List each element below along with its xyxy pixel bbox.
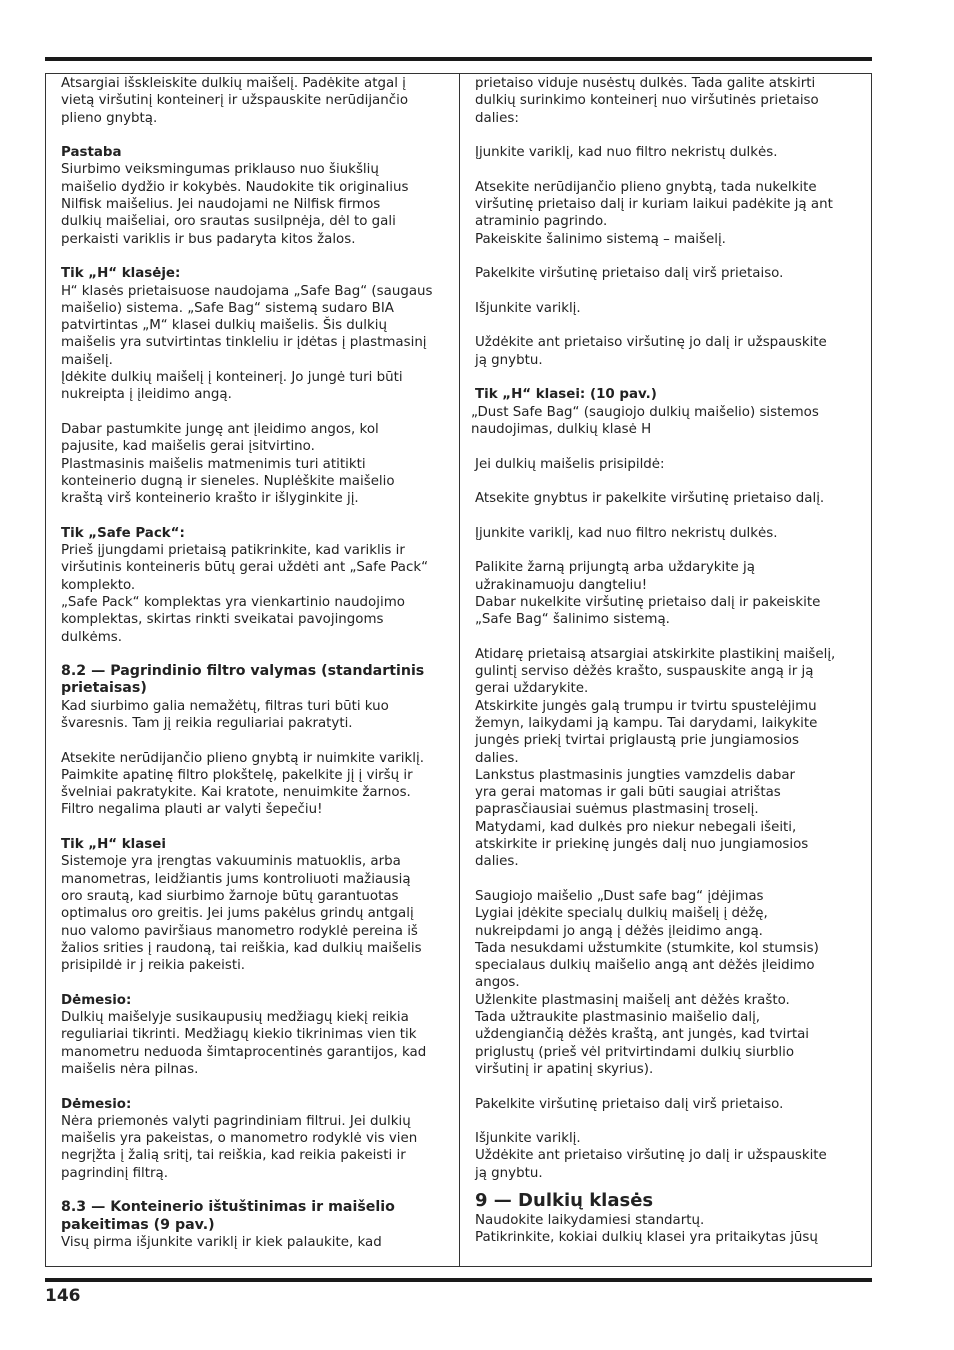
right-paragraph-1: prietaiso viduje nusėstų dulkės. Tada galite atskirti dulkių surinkimo konteinerį nuo viršutinės prietaiso dalies: xyxy=(475,76,819,126)
right-column xyxy=(471,75,867,1247)
attention-heading-1: Dėmesio: xyxy=(61,992,132,1008)
h-class-paragraph-2: Dabar pastumkite jungę ant įleidimo angos, kol pajusite, kad maišelis gerai įsitvirtino. Plastmasinis maišelis matmenimis turi atitikti konteinerio dugną ir sieneles. Nuplėškite maišelio kraštą virš konteinerio krašto ir išlyginkite jį. xyxy=(61,421,395,507)
right-paragraph-10: Palikite žarną prijungtą arba uždarykite ją užrakinamuoju dangteliu! Dabar nukelkite viršutinę prietaiso dalį ir pakeiskite „Safe Bag“ šalinimo sistemą. xyxy=(475,560,821,628)
h-only-heading: Tik „H“ klasei xyxy=(61,837,166,853)
right-paragraph-8: Atsekite gnybtus ir pakelkite viršutinę prietaiso dalį. xyxy=(475,491,825,507)
right-paragraph-11: Atidarę prietaisą atsargiai atskirkite plastikinį maišelį, gulintį serviso dėžės krašto, suspauskite angą ir ją gerai uždarykite. Atskirkite jungės galą trumpu ir tvirtu spustelėjimu žemyn, laikydami ją kampu. Tai darydami, laikykite jungės priekį tvirtai priglaustą prie jungiamosios dalies. Lankstus plastmasinis jungties vamzdelis dabar yra gerai matomas ir gali būti saugiai atrištas paprasčiausiai suėmus plastmasinį troselį. Matydami, kad dulkės pro niekur nebegali išeiti, atskirkite ir priekinę jungės dalį nuo jungiamosios dalies. xyxy=(475,646,836,870)
column-divider xyxy=(459,73,460,1267)
h-class-heading: Tik „H“ klasėje: xyxy=(61,266,181,282)
section-8-2-paragraph-2: Atsekite nerūdijančio plieno gnybtą ir nuimkite variklį. Paimkite apatinę filtro plokštelę, pakelkite jį į viršų ir švelniai pakratykite. Kai kratote, nenuimkite žarnos. Filtro negalima plauti ar valyti šepečiu! xyxy=(61,750,424,818)
safe-pack-paragraph: Prieš įjungdami prietaisą patikrinkite, kad variklis ir viršutinis konteineris būtų gerai uždėti ant „Safe Pack“ komplekto. xyxy=(61,543,429,593)
section-9-paragraph: Naudokite laikydamiesi standartų. Patikrinkite, kokiai dulkių klasei yra pritaikytas jūsų xyxy=(475,1213,818,1246)
left-column xyxy=(61,75,451,1251)
right-paragraph-5: Išjunkite variklį. xyxy=(475,300,581,316)
note-heading: Pastaba xyxy=(61,145,122,161)
right-paragraph-14: Išjunkite variklį. Uždėkite ant prietaiso viršutinę jo dalį ir užspauskite ją gnybtu. xyxy=(475,1131,827,1181)
right-paragraph-6: Uždėkite ant prietaiso viršutinę jo dalį ir užspauskite ją gnybtu. xyxy=(475,335,827,368)
h-class-10-paragraph: „Dust Safe Bag“ (saugiojo dulkių maišelio) sistemos naudojimas, dulkių klasė H xyxy=(471,404,819,437)
section-9-heading: 9 — Dulkių klasės xyxy=(475,1190,654,1211)
right-paragraph-4: Pakelkite viršutinę prietaiso dalį virš prietaiso. xyxy=(475,266,784,282)
h-class-10-heading: Tik „H“ klasei: (10 pav.) xyxy=(475,387,657,403)
right-paragraph-3: Atsekite nerūdijančio plieno gnybtą, tada nukelkite viršutinę prietaiso dalį ir kuriam laikui padėkite ją ant atraminio pagrindo. Pakeiskite šalinimo sistemą – maišelį. xyxy=(475,179,833,247)
right-paragraph-9: Įjunkite variklį, kad nuo filtro nekristų dulkės. xyxy=(475,525,778,541)
section-8-3-heading: 8.3 — Konteinerio ištuštinimas ir maišelio pakeitimas (9 pav.) xyxy=(61,1199,395,1233)
section-8-2-heading: 8.2 — Pagrindinio filtro valymas (standartinis prietaisas) xyxy=(61,663,425,697)
section-8-2-paragraph: Kad siurbimo galia nemažėtų, filtras turi būti kuo švaresnis. Tam jį reikia reguliariai pakratyti. xyxy=(61,698,389,731)
safe-pack-paragraph-2: „Safe Pack“ komplektas yra vienkartinio naudojimo komplektas, skirtas rinkti sveikatai pavojingoms dulkėms. xyxy=(61,594,405,645)
right-paragraph-7: Jei dulkių maišelis prisipildė: xyxy=(475,456,665,472)
top-rule xyxy=(45,57,872,61)
bottom-rule xyxy=(45,1278,872,1282)
attention-paragraph-2: Nėra priemonės valyti pagrindiniam filtrui. Jei dulkių maišelis yra pakeistas, o manometro rodyklė vis vien negrįžta į žalią sritį, tai reiškia, kad reikia pakeisti ir pagrindinį filtrą. xyxy=(61,1113,418,1181)
right-paragraph-13: Pakelkite viršutinę prietaiso dalį virš prietaiso. xyxy=(475,1096,784,1112)
right-paragraph-2: Įjunkite variklį, kad nuo filtro nekristų dulkės. xyxy=(475,145,778,161)
right-paragraph-12: Saugiojo maišelio „Dust safe bag“ įdėjimas Lygiai įdėkite specialų dulkių maišelį į dėžę, nukreipdami jo angą į dėžės įleidimo angą. Tada nesukdami užstumkite (stumkite, kol stumsis) specialaus dulkių maišelio angą ant dėžės įleidimo angos. Užlenkite plastmasinį maišelį ant dėžės krašto. Tada užtraukite plastmasinio maišelio dalį, uždengiančią dėžės kraštą, ant jungės, kad tvirtai priglustų (prieš vėl pritvirtindami dulkių siurblio viršutinį ir apatinį skyrius). xyxy=(475,888,819,1077)
attention-paragraph-1: Dulkių maišelyje susikaupusių medžiagų kiekį reikia reguliariai tikrinti. Medžiagų kiekio tikrinimas vien tik manometru neduoda šimtaprocentinės garantijos, kad maišelis nėra pilnas. xyxy=(61,1010,427,1077)
h-class-paragraph: H“ klasės prietaisuose naudojama „Safe Bag“ (saugaus maišelio) sistema. „Safe Bag“ sistemą sudaro BIA patvirtintas „M“ klasei dulkių maišelis. Šis dulkių maišelis yra sutvirtintas tinkleliu ir įdėtas į plastmasinį maišelį. Įdėkite dulkių maišelį į konteinerį. Jo jungė turi būti nukreipta į įleidimo angą. xyxy=(61,283,433,403)
safe-pack-heading: Tik „Safe Pack“: xyxy=(61,525,185,541)
attention-heading-2: Dėmesio: xyxy=(61,1096,132,1112)
intro-paragraph: Atsargiai išskleiskite dulkių maišelį. Padėkite atgal į vietą viršutinį konteinerį ir užspauskite nerūdijančio plieno gnybtą. xyxy=(61,76,409,126)
section-8-3-paragraph: Visų pirma išjunkite variklį ir kiek palaukite, kad xyxy=(61,1234,382,1250)
page-number: 146 xyxy=(45,1286,81,1306)
h-only-paragraph: Sistemoje yra įrengtas vakuuminis matuoklis, arba manometras, leidžiantis jums kontroliuoti mažiausią oro srautą, kad siurbimo žarnoje būtų garantuotas optimalus oro greitis. Jei jums pakėlus grindų antgalį nuo valomo paviršiaus manometro rodyklė pereina iš žalios srities į raudoną, tai reiškia, kad dulkių maišelis prisipildė ir j reikia pakeisti. xyxy=(61,854,422,974)
note-paragraph: Siurbimo veiksmingumas priklauso nuo šiukšlių maišelio dydžio ir kokybės. Naudokite tik originalius Nilfisk maišelius. Jei naudojami ne Nilfisk firmos dulkių maišeliai, oro srautas susilpnėja, dėl to gali perkaisti variklis ir bus padaryta kitos žalos. xyxy=(61,162,409,247)
